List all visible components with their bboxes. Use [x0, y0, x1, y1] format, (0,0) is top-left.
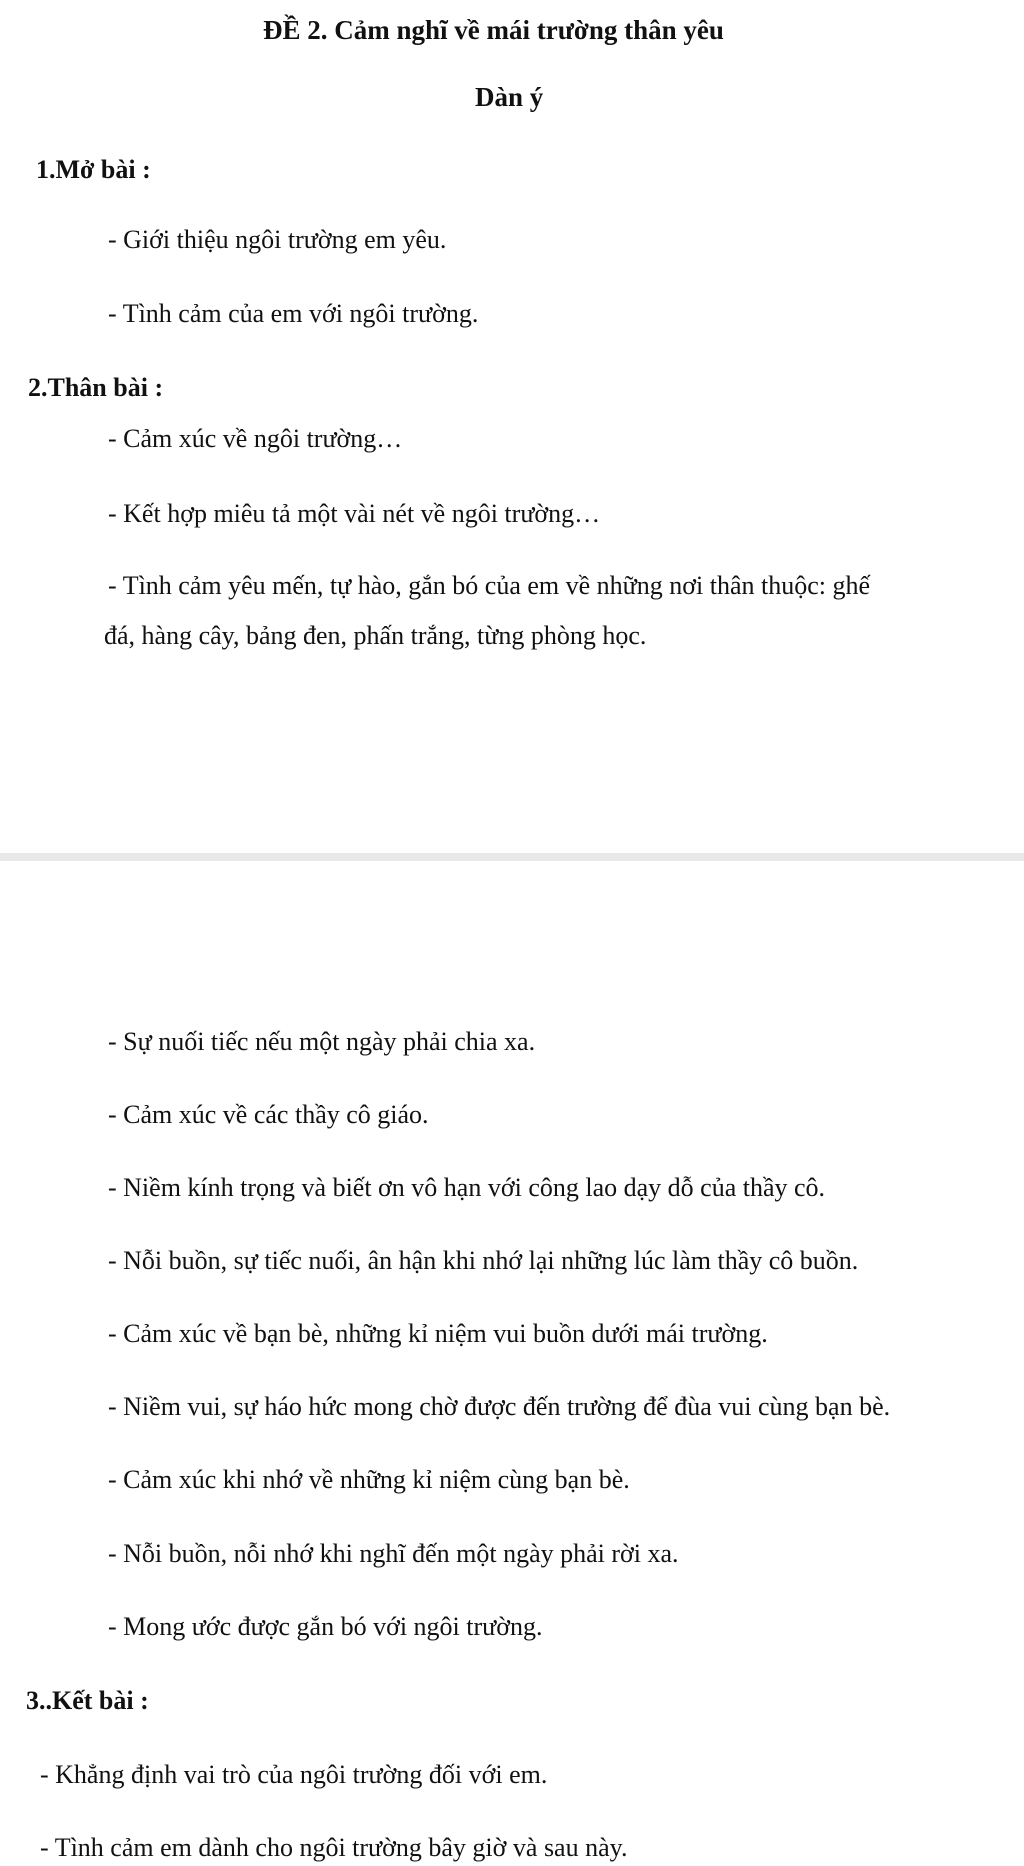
list-item: - Tình cảm em dành cho ngôi trường bây giờ và sau này. [40, 1833, 628, 1862]
list-item: - Sự nuối tiếc nếu một ngày phải chia xa. [108, 1027, 536, 1056]
list-item: - Cảm xúc về các thầy cô giáo. [108, 1100, 429, 1129]
document-subtitle: Dàn ý [475, 82, 544, 112]
list-item: - Cảm xúc về bạn bè, những kỉ niệm vui buồn dưới mái trường. [108, 1319, 768, 1348]
list-item: - Nỗi buồn, nỗi nhớ khi nghĩ đến một ngày phải rời xa. [108, 1539, 679, 1568]
list-item: - Niềm vui, sự háo hức mong chờ được đến trường để đùa vui cùng bạn bè. [108, 1392, 891, 1421]
document-title: ĐỀ 2. Cảm nghĩ về mái trường thân yêu [263, 15, 724, 45]
section-heading-mo-bai: 1.Mở bài : [36, 155, 151, 184]
list-item: - Khẳng định vai trò của ngôi trường đối với em. [40, 1760, 548, 1789]
list-item: - Kết hợp miêu tả một vài nét về ngôi trường… [108, 499, 601, 528]
list-item: - Tình cảm của em với ngôi trường. [108, 299, 479, 328]
list-item: - Tình cảm yêu mến, tự hào, gắn bó của em về những nơi thân thuộc: ghế [108, 571, 871, 600]
list-item: - Cảm xúc về ngôi trường… [108, 424, 403, 453]
section-heading-ket-bai: 3..Kết bài : [26, 1686, 149, 1715]
list-item: - Cảm xúc khi nhớ về những kỉ niệm cùng bạn bè. [108, 1465, 630, 1494]
list-item-continuation: đá, hàng cây, bảng đen, phấn trắng, từng phòng học. [104, 621, 647, 650]
list-item: - Nỗi buồn, sự tiếc nuối, ân hận khi nhớ lại những lúc làm thầy cô buồn. [108, 1246, 859, 1275]
section-heading-than-bai: 2.Thân bài : [28, 373, 164, 402]
list-item: - Giới thiệu ngôi trường em yêu. [108, 225, 447, 254]
page-divider [0, 853, 1024, 861]
list-item: - Niềm kính trọng và biết ơn vô hạn với công lao dạy dỗ của thầy cô. [108, 1173, 826, 1202]
list-item: - Mong ước được gắn bó với ngôi trường. [108, 1612, 543, 1641]
